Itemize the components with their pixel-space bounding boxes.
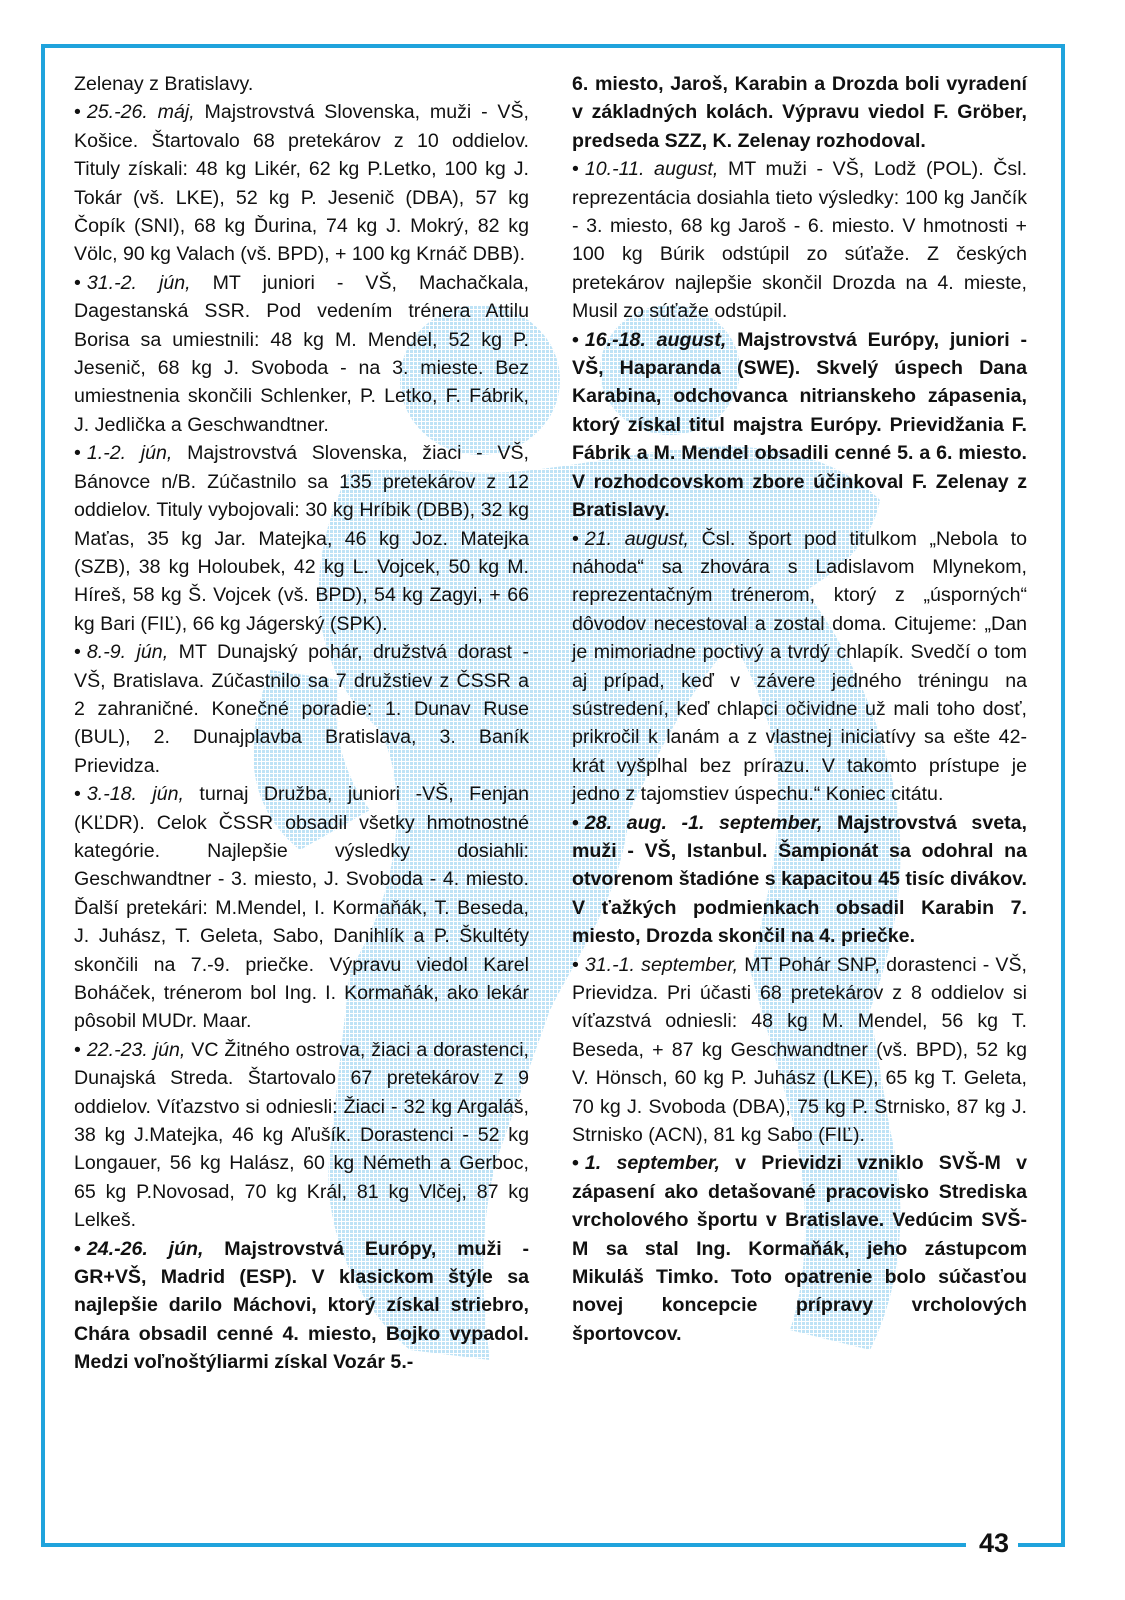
paragraph-text: MT Pohár SNP, dorastenci - VŠ, Prievidza. Pri účasti 68 pretekárov z 8 oddielov si víťazstvá odniesli: 48 kg M. Mendel, 56 kg T. Beseda, + 87 kg Geschwandtner (vš. BPD), 52 kg V. Hönsch, 60 kg P. Juhász (LKE), 65 kg T. Geleta, 70 kg J. Svoboda (DBA), 75 kg P. Strnisko, 87 kg J. Strnisko (ACN), 81 kg Sabo (FIĽ). <box>572 953 1027 1147</box>
paragraph <box>74 70 529 98</box>
paragraph-text: turnaj Družba, juniori -VŠ, Fenjan (KĽDR). Celok ČSSR obsadil všetky hmotnostné kategórie. Najlepšie výsledky dosiahli: Geschwandtner - 3. miesto, J. Svoboda - 4. miesto. Ďalší pretekári: M.Mendel, I. Kormaňák, T. Beseda, J. Juhász, T. Geleta, Sabo, Danihlík a P. Škultéty skončili na 7.-9. priečke. Výpravu viedol Karel Boháček, trénerom bol Ing. I. Kormaňák, ako lekár pôsobil MUDr. Maar. <box>74 783 530 1033</box>
bullet: • <box>74 1038 81 1061</box>
paragraph <box>572 1149 1027 1348</box>
bullet: • <box>572 328 579 351</box>
paragraph <box>74 98 529 268</box>
paragraph <box>572 326 1027 525</box>
paragraph <box>572 155 1027 325</box>
bullet: • <box>572 811 579 834</box>
bullet: • <box>74 1237 81 1260</box>
paragraph <box>74 638 529 780</box>
paragraph-text: MT juniori - VŠ, Machačkala, Dagestanská SSR. Pod vedením trénera Attilu Borisa sa umiestnili: 48 kg M. Mendel, 52 kg P. Jesenič, 68 kg J. Svoboda - na 3. mieste. Bez umiestnenia skončili Schlenker, P. Letko, F. Fábrik, J. Jedlička a Geschwandtner. <box>74 271 529 436</box>
paragraph-text: Majstrovstvá sveta, muži - VŠ, Istanbul. Šampionát sa odohral na otvorenom štadióne s kapacitou 45 tisíc divákov. V ťažkých podmienkach obsadil Karabin 7. miesto, Drozda skončil na 4. priečke. <box>572 811 1027 948</box>
page-number: 43 <box>978 1528 1010 1558</box>
paragraph-text: VC Žitného ostrova, žiaci a dorastenci, Dunajská Streda. Štartovalo 67 pretekárov z 9 oddielov. Víťazstvo si odniesli: Žiaci - 32 kg Argaláš, 38 kg J.Matejka, 46 kg Aľušík. Dorastenci - 52 kg Longauer, 56 kg Halász, 60 kg Németh a Gerboc, 65 kg P.Novosad, 70 kg Král, 81 kg Vlčej, 87 kg Lelkeš. <box>74 1038 529 1232</box>
bullet: • <box>572 527 579 550</box>
paragraph-date: 21. august, <box>584 527 689 550</box>
bullet: • <box>74 101 81 124</box>
paragraph-text: Čsl. šport pod titulkom „Nebola to náhoda“ sa zhovára s Ladislavom Mlynekom, reprezentačným trénerom, ktorý z „úsporných“ dôvodov necestoval a zostal doma. Citujeme: „Dan je mimoriadne poctivý a tvrdý chlapík. Svedčí o tom aj prípad, keď v závere jedného tréningu na sústredení, keď chlapci očividne už mali toho dosť, prikročil k lanám a z vlastnej iniciatívy sa ešte 42-krát vyšplhal bez prírazu. V takomto prístupe je jedno z tajomstiev úspechu.“ Koniec citátu. <box>572 527 1027 806</box>
paragraph-text: Majstrovstvá Európy, juniori - VŠ, Haparanda (SWE). Skvelý úspech Dana Karabina, odchovanca nitrianskeho zápasenia, ktorý získal titul majstra Európy. Prievidžania F. Fábrik a M. Mendel obsadili cenné 5. a 6. miesto. V rozhodcovskom zbore účinkoval F. Zelenay z Bratislavy. <box>572 328 1027 522</box>
paragraph-date: 1. september, <box>584 1152 720 1175</box>
paragraph-date: 8.-9. jún, <box>86 641 169 664</box>
paragraph <box>572 70 1027 155</box>
bullet: • <box>572 158 579 181</box>
paragraph <box>572 951 1027 1150</box>
footer-rule-left <box>41 1543 966 1547</box>
paragraph-text: 6. miesto, Jaroš, Karabin a Drozda boli vyradení v základných kolách. Výpravu viedol F. Gröber, predseda SZZ, K. Zelenay rozhodoval. <box>572 73 1027 152</box>
bullet: • <box>74 271 81 294</box>
paragraph <box>572 525 1027 809</box>
paragraph <box>74 269 529 439</box>
paragraph-text: Majstrovstvá Slovenska, muži - VŠ, Košice. Štartovalo 68 pretekárov z 10 oddielov. Tituly získali: 48 kg Likér, 62 kg P.Letko, 100 kg J. Tokár (vš. LKE), 52 kg P. Jesenič (DBA), 57 kg Čopík (SNI), 68 kg Ďurina, 74 kg J. Mokrý, 82 kg Völc, 90 kg Valach (vš. BPD), + 100 kg Krnáč DBB). <box>74 101 529 266</box>
paragraph <box>74 780 529 1036</box>
bullet: • <box>572 953 579 976</box>
paragraph-text: Majstrovstvá Slovenska, žiaci - VŠ, Bánovce n/B. Zúčastnilo sa 135 pretekárov z 12 oddielov. Tituly vybojovali: 30 kg Hríbik (DBB), 32 kg Maťas, 35 kg Jar. Matejka, 46 kg Joz. Matejka (SZB), 38 kg Holoubek, 42 kg L. Vojcek, 50 kg M. Híreš, 58 kg Š. Vojcek (vš. BPD), 54 kg Zagyi, + 66 kg Bari (FIĽ), 66 kg Jágerský (SPK). <box>74 442 529 635</box>
paragraph-date: 28. aug. -1. september, <box>584 811 823 834</box>
paragraph-text: MT Dunajský pohár, družstvá dorast - VŠ, Bratislava. Zúčastnilo sa 7 družstiev z ČSSR a 2 zahraničné. Konečné poradie: 1. Dunav Ruse (BUL), 2. Dunajplavba Bratislava, 3. Baník Prievidza. <box>74 641 529 777</box>
paragraph-text: MT muži - VŠ, Lodž (POL). Čsl. reprezentácia dosiahla tieto výsledky: 100 kg Jančík - 3. miesto, 68 kg Jaroš - 6. miesto. V hmotnosti + 100 kg Búrik odstúpil zo súťaže. Z českých pretekárov najlepšie skončil Drozda na 4. mieste, Musil zo súťaže odstúpil. <box>572 158 1028 323</box>
paragraph-text: v Prievidzi vzniklo SVŠ-M v zápasení ako detašované pracovisko Strediska vrcholového športu v Bratislave. Vedúcim SVŠ-M sa stal Ing. Kormaňák, jeho zástupcom Mikuláš Timko. Toto opatrenie bolo súčasťou novej koncepcie prípravy vrcholových športovcov. <box>572 1152 1027 1345</box>
right-column <box>572 70 1027 1348</box>
paragraph-date: 25.-26. máj, <box>86 101 195 124</box>
paragraph <box>74 439 529 638</box>
paragraph-text: Zelenay z Bratislavy. <box>74 73 254 95</box>
bullet: • <box>74 641 81 664</box>
paragraph-date: 31.-2. jún, <box>86 271 191 294</box>
paragraph-date: 24.-26. jún, <box>86 1237 204 1260</box>
bullet: • <box>74 442 81 465</box>
paragraph <box>74 1235 529 1377</box>
footer-rule-right <box>1018 1543 1065 1547</box>
paragraph-text: Majstrovstvá Európy, muži - GR+VŠ, Madrid (ESP). V klasickom štýle sa najlepšie darilo Máchovi, ktorý získal striebro, Chára obsadil cenné 4. miesto, Bojko vypadol. Medzi voľnoštýliarmi získal Vozár 5.- <box>74 1237 529 1374</box>
paragraph-date: 10.-11. august, <box>584 158 719 181</box>
paragraph-date: 16.-18. august, <box>584 328 727 351</box>
paragraph-date: 3.-18. jún, <box>86 783 184 806</box>
paragraph-date: 22.-23. jún, <box>86 1038 186 1061</box>
paragraph-date: 1.-2. jún, <box>86 442 173 465</box>
paragraph <box>74 1036 529 1235</box>
bullet: • <box>572 1152 579 1175</box>
paragraph <box>572 809 1027 951</box>
left-column <box>74 70 529 1377</box>
paragraph-date: 31.-1. september, <box>584 953 739 976</box>
bullet: • <box>74 783 81 806</box>
